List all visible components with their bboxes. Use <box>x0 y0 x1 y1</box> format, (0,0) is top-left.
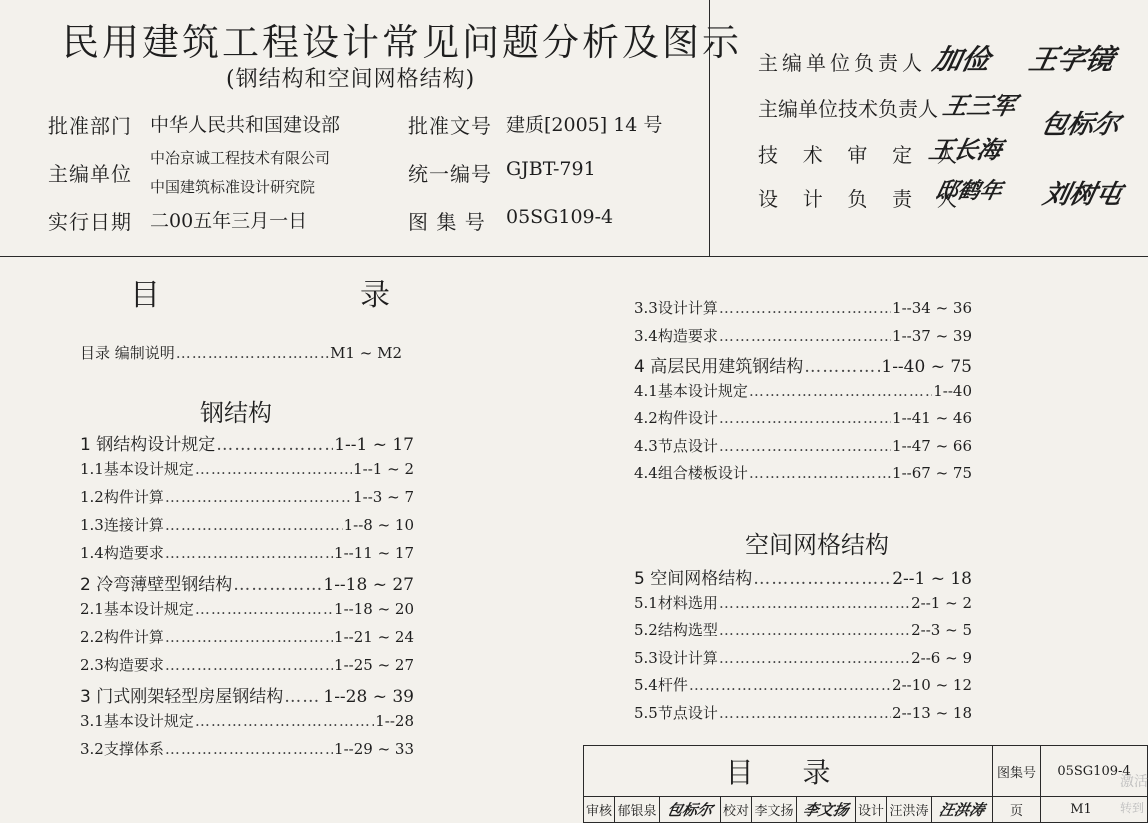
effective-date-label: 实行日期 <box>48 210 132 234</box>
toc-pages: 1--1 ~ 17 <box>334 435 414 455</box>
signature: 包标尔 <box>1038 110 1123 140</box>
toc-title: 5.3设计计算 <box>634 648 718 667</box>
designer-name: 汪洪涛 <box>889 804 929 819</box>
toc-row <box>634 435 972 463</box>
toc-row <box>80 598 414 626</box>
role-label-tech-review: 技 术 审 定 人 <box>758 143 957 167</box>
toc-row <box>634 462 972 490</box>
toc-chapter-row <box>634 564 972 592</box>
toc-pages: 1--8 ~ 10 <box>343 516 414 534</box>
toc-title: 1.4构造要求 <box>80 544 164 562</box>
section-heading-steel: 钢结构 <box>200 399 272 427</box>
toc-title: 2.3构造要求 <box>80 656 164 674</box>
toc-pages: 1--1 ~ 2 <box>353 460 414 478</box>
toc-pages: 1--3 ~ 7 <box>353 488 414 506</box>
toc-pages: 2--10 ~ 12 <box>892 676 972 694</box>
toc-title: 目录 编制说明 <box>80 344 175 362</box>
toc-pages: M1 ~ M2 <box>330 344 402 362</box>
approval-doc-value: 建质[2005] 14 号 <box>506 114 663 136</box>
title-block-atlas-label: 图集号 <box>996 765 1036 781</box>
signature: 邸鹤年 <box>932 179 1005 204</box>
checker-signature: 李文扬 <box>801 801 851 819</box>
toc-row <box>80 626 414 654</box>
toc-pages: 1--34 ~ 36 <box>892 299 972 317</box>
toc-row <box>634 619 972 647</box>
toc-pages: 2--13 ~ 18 <box>892 703 972 722</box>
toc-title: 5 空间网格结构 <box>634 569 753 589</box>
toc-row <box>80 654 414 682</box>
toc-pages: 1--29 ~ 33 <box>334 740 414 758</box>
toc-heading-left: 目 <box>130 278 160 313</box>
toc-row <box>634 297 972 325</box>
header-divider <box>0 256 1148 257</box>
designer-label: 设计 <box>857 804 884 819</box>
signature: 刘树屯 <box>1040 180 1125 210</box>
toc-title: 1 钢结构设计规定 <box>80 435 216 455</box>
toc-left-column <box>80 430 414 766</box>
toc-row <box>80 486 414 514</box>
toc-pages: 2--1 ~ 2 <box>911 593 972 612</box>
toc-title: 4.4组合楼板设计 <box>634 464 748 482</box>
toc-title: 4.1基本设计规定 <box>634 381 748 400</box>
toc-title: 3.4构造要求 <box>634 326 718 345</box>
toc-title: 2.1基本设计规定 <box>80 600 194 618</box>
toc-chapter-row <box>80 430 414 458</box>
unified-no-label: 统一编号 <box>408 162 492 186</box>
unified-no-value: GJBT-791 <box>506 158 596 180</box>
toc-chapter-row <box>80 682 414 710</box>
toc-pages: 1--21 ~ 24 <box>334 628 414 646</box>
toc-pages: 1--67 ~ 75 <box>892 464 972 482</box>
toc-pages: 1--28 <box>375 712 414 730</box>
toc-title: 2 冷弯薄壁型钢结构 <box>80 575 233 595</box>
toc-right-column-b <box>634 564 972 729</box>
role-label-chief-tech: 主编单位技术负责人 <box>758 97 938 121</box>
toc-title: 4.3节点设计 <box>634 436 718 455</box>
toc-pages: 1--40 <box>933 381 972 400</box>
toc-title: 5.4杆件 <box>634 676 688 694</box>
toc-title: 3.2支撑体系 <box>80 740 164 758</box>
page-value: M1 <box>1070 802 1092 817</box>
editor-unit-2: 中国建筑标准设计研究院 <box>150 178 316 196</box>
toc-pages: 1--28 ~ 39 <box>323 687 414 707</box>
approval-dept-value: 中华人民共和国建设部 <box>150 114 341 136</box>
checker-name: 李文扬 <box>754 804 794 819</box>
editor-unit-label: 主编单位 <box>48 162 132 186</box>
toc-pages: 1--47 ~ 66 <box>892 436 972 455</box>
toc-chapter-row <box>634 352 972 380</box>
toc-title: 2.2构件计算 <box>80 628 164 646</box>
toc-row <box>80 738 414 766</box>
reviewer-name: 郁银泉 <box>617 804 657 819</box>
editor-unit-1: 中冶京诚工程技术有限公司 <box>150 149 331 167</box>
effective-date-value: 二00五年三月一日 <box>150 210 308 232</box>
toc-title: 1.3连接计算 <box>80 516 164 534</box>
role-label-design-lead: 设 计 负 责 人 <box>758 187 957 211</box>
document-title: 民用建筑工程设计常见问题分析及图示 <box>62 21 742 64</box>
title-block-name: 目 录 <box>725 756 851 789</box>
watermark-line-2: 转到 <box>1120 801 1145 815</box>
toc-title: 3.1基本设计规定 <box>80 712 194 730</box>
toc-pages: 1--11 ~ 17 <box>334 544 414 562</box>
toc-row <box>80 542 414 570</box>
toc-row <box>634 592 972 620</box>
toc-title: 5.2结构选型 <box>634 621 718 639</box>
signature: 王长海 <box>926 136 1005 164</box>
toc-chapter-row <box>80 570 414 598</box>
toc-title: 1.1基本设计规定 <box>80 460 194 478</box>
toc-pages: 1--18 ~ 20 <box>334 600 414 618</box>
toc-title: 4.2构件设计 <box>634 409 718 427</box>
atlas-no-label: 图 集 号 <box>408 210 486 234</box>
toc-row <box>634 325 972 353</box>
toc-pages: 2--1 ~ 18 <box>892 569 972 589</box>
approval-doc-label: 批准文号 <box>408 114 492 138</box>
reviewer-label: 审核 <box>585 804 612 819</box>
signature: 王三军 <box>940 92 1019 120</box>
toc-pages: 2--3 ~ 5 <box>911 621 972 639</box>
toc-right-column-a <box>634 297 972 490</box>
toc-title: 1.2构件计算 <box>80 488 164 506</box>
signature: 王字镜 <box>1026 43 1118 76</box>
toc-row <box>634 674 972 702</box>
checker-label: 校对 <box>722 804 749 819</box>
role-label-chief-unit: 主编单位负责人 <box>758 51 926 75</box>
toc-title: 5.5节点设计 <box>634 703 718 722</box>
toc-pages: 1--40 ~ 75 <box>881 357 972 377</box>
toc-heading-right: 录 <box>360 278 390 313</box>
toc-row <box>80 514 414 542</box>
toc-pages: 1--37 ~ 39 <box>892 326 972 345</box>
atlas-no-value: 05SG109-4 <box>506 206 614 228</box>
toc-title: 4 高层民用建筑钢结构 <box>634 357 804 377</box>
title-block-atlas-value: 05SG109-4 <box>1057 763 1131 779</box>
toc-row <box>80 458 414 486</box>
toc-title: 5.1材料选用 <box>634 593 718 612</box>
toc-row <box>634 407 972 435</box>
toc-pages: 1--18 ~ 27 <box>323 575 414 595</box>
toc-row <box>634 702 972 730</box>
reviewer-signature: 包标尔 <box>665 801 715 819</box>
toc-pages: 2--6 ~ 9 <box>911 648 972 667</box>
designer-signature: 汪洪涛 <box>937 801 987 819</box>
toc-row <box>634 647 972 675</box>
page-label: 页 <box>1009 804 1023 819</box>
toc-row <box>634 380 972 408</box>
toc-pages: 1--25 ~ 27 <box>334 656 414 674</box>
toc-title: 3 门式刚架轻型房屋钢结构 <box>80 687 284 707</box>
toc-pages: 1--41 ~ 46 <box>892 409 972 427</box>
toc-row-intro <box>80 342 402 363</box>
watermark-line-1: 激活 <box>1120 774 1148 790</box>
toc-row <box>80 710 414 738</box>
signature: 加俭 <box>930 43 994 76</box>
approval-dept-label: 批准部门 <box>48 114 132 138</box>
document-subtitle: (钢结构和空间网格结构) <box>226 67 476 92</box>
section-heading-space-grid: 空间网格结构 <box>745 531 889 559</box>
toc-title: 3.3设计计算 <box>634 299 718 317</box>
